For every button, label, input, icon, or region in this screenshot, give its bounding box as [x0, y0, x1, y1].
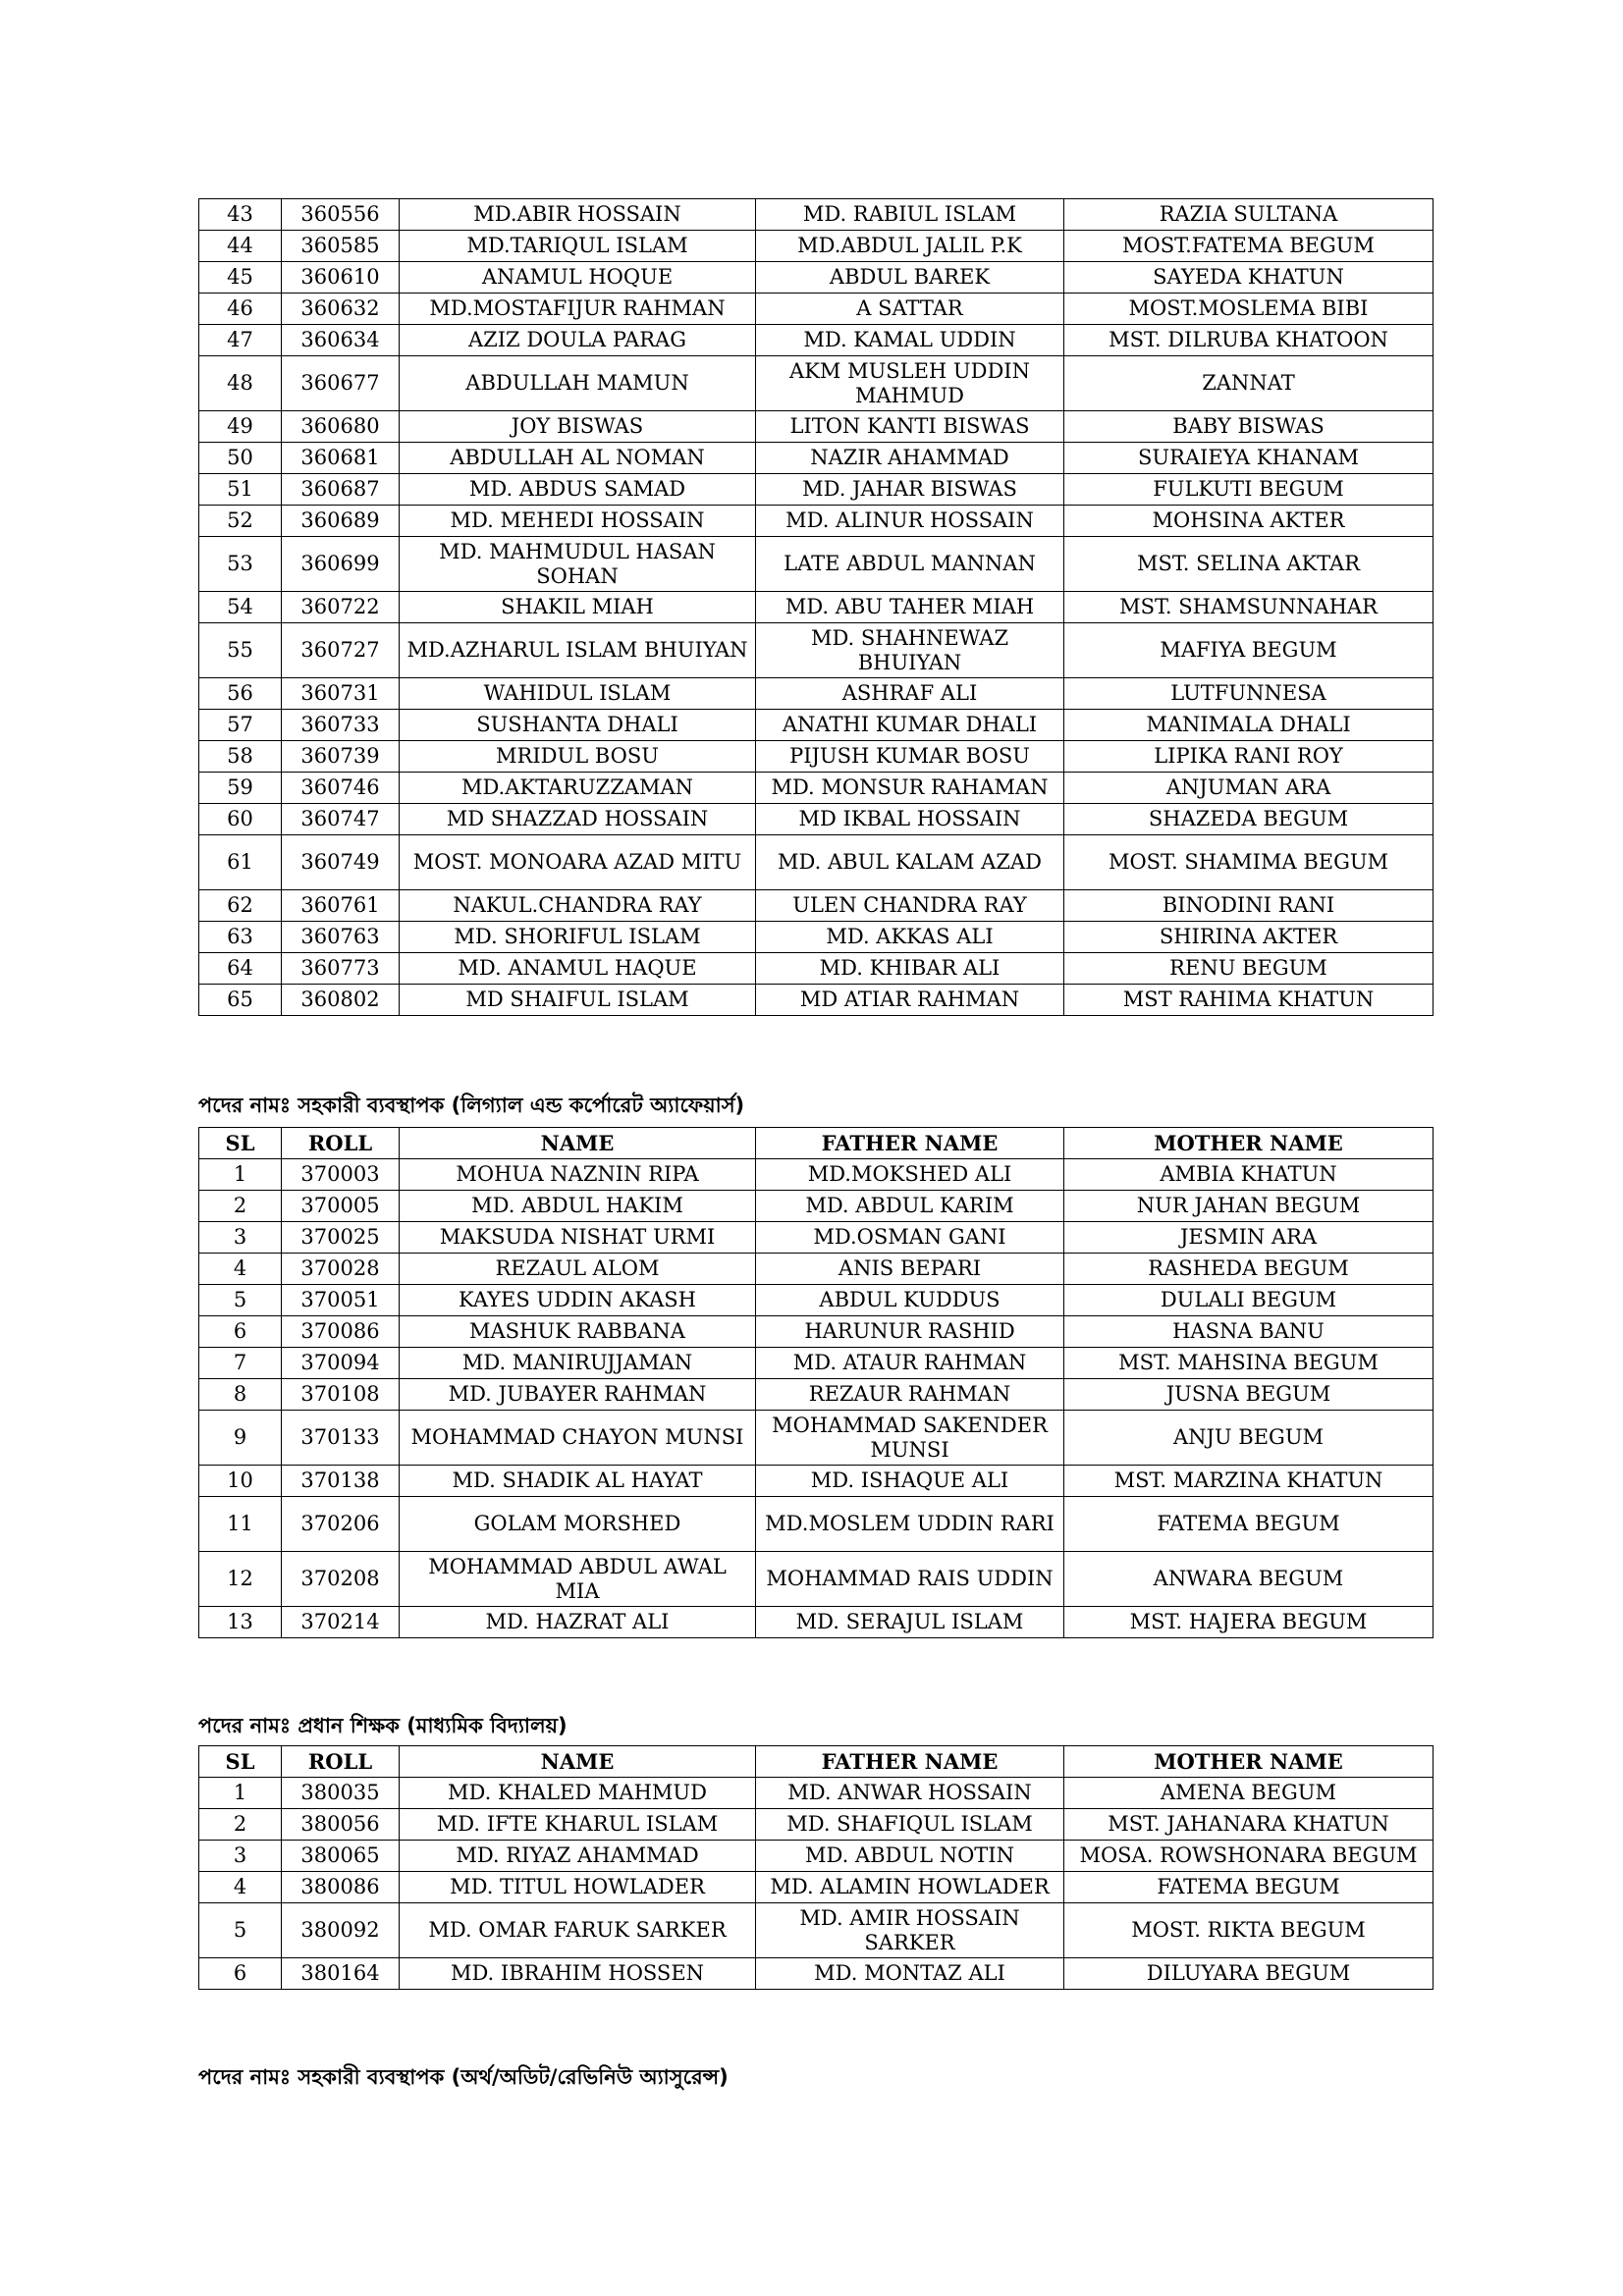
table-row	[199, 804, 1434, 835]
table-row	[199, 710, 1434, 741]
table-row	[199, 678, 1434, 710]
cell-father-name: MD. SERAJUL ISLAM	[756, 1607, 1064, 1638]
cell-name: MD. TITUL HOWLADER	[400, 1872, 756, 1903]
cell-name: WAHIDUL ISLAM	[400, 678, 756, 710]
cell-mother-name: MST. MARZINA KHATUN	[1064, 1466, 1434, 1497]
cell-sl: 55	[199, 623, 282, 678]
cell-mother-name: MST. MAHSINA BEGUM	[1064, 1348, 1434, 1379]
cell-sl: 54	[199, 592, 282, 623]
header-roll: ROLL	[282, 1128, 400, 1159]
cell-mother-name: RENU BEGUM	[1064, 953, 1434, 985]
cell-roll: 360763	[282, 922, 400, 953]
cell-mother-name: BABY BISWAS	[1064, 411, 1434, 443]
table-row	[199, 1466, 1434, 1497]
cell-name: MD. IBRAHIM HOSSEN	[400, 1958, 756, 1990]
cell-name: MD.AKTARUZZAMAN	[400, 773, 756, 804]
cell-mother-name: SHAZEDA BEGUM	[1064, 804, 1434, 835]
cell-mother-name: ZANNAT	[1064, 356, 1434, 411]
cell-sl: 1	[199, 1159, 282, 1191]
cell-name: MD SHAIFUL ISLAM	[400, 985, 756, 1016]
cell-name: MD.AZHARUL ISLAM BHUIYAN	[400, 623, 756, 678]
cell-father-name: MD IKBAL HOSSAIN	[756, 804, 1064, 835]
cell-mother-name: FATEMA BEGUM	[1064, 1872, 1434, 1903]
results-table-3	[198, 1745, 1434, 1990]
cell-sl: 9	[199, 1411, 282, 1466]
cell-sl: 57	[199, 710, 282, 741]
cell-roll: 370003	[282, 1159, 400, 1191]
table-row	[199, 506, 1434, 537]
cell-name: MD. MAHMUDUL HASAN SOHAN	[400, 537, 756, 592]
cell-roll: 360681	[282, 443, 400, 474]
cell-mother-name: MST RAHIMA KHATUN	[1064, 985, 1434, 1016]
cell-sl: 47	[199, 325, 282, 356]
cell-mother-name: MST. JAHANARA KHATUN	[1064, 1809, 1434, 1841]
table-row	[199, 953, 1434, 985]
table-3-container	[198, 1745, 1433, 1990]
cell-father-name: NAZIR AHAMMAD	[756, 443, 1064, 474]
cell-roll: 360722	[282, 592, 400, 623]
cell-roll: 360699	[282, 537, 400, 592]
cell-mother-name: MANIMALA DHALI	[1064, 710, 1434, 741]
cell-roll: 360556	[282, 199, 400, 231]
cell-father-name: LATE ABDUL MANNAN	[756, 537, 1064, 592]
table-row	[199, 325, 1434, 356]
cell-father-name: MD. MONSUR RAHAMAN	[756, 773, 1064, 804]
cell-mother-name: LIPIKA RANI ROY	[1064, 741, 1434, 773]
table-2-body	[199, 1159, 1434, 1638]
cell-name: MD. HAZRAT ALI	[400, 1607, 756, 1638]
header-sl: SL	[199, 1746, 282, 1778]
cell-name: MD SHAZZAD HOSSAIN	[400, 804, 756, 835]
table-row	[199, 1809, 1434, 1841]
cell-name: MASHUK RABBANA	[400, 1316, 756, 1348]
cell-name: MD.TARIQUL ISLAM	[400, 231, 756, 262]
cell-sl: 8	[199, 1379, 282, 1411]
cell-name: JOY BISWAS	[400, 411, 756, 443]
cell-name: MD. JUBAYER RAHMAN	[400, 1379, 756, 1411]
cell-father-name: ULEN CHANDRA RAY	[756, 890, 1064, 922]
cell-father-name: MD. SHAHNEWAZ BHUIYAN	[756, 623, 1064, 678]
cell-sl: 13	[199, 1607, 282, 1638]
cell-roll: 360634	[282, 325, 400, 356]
cell-roll: 360689	[282, 506, 400, 537]
cell-roll: 360585	[282, 231, 400, 262]
table-row	[199, 592, 1434, 623]
cell-roll: 370005	[282, 1191, 400, 1222]
cell-sl: 11	[199, 1497, 282, 1552]
cell-roll: 360680	[282, 411, 400, 443]
cell-name: MD. SHADIK AL HAYAT	[400, 1466, 756, 1497]
cell-name: MD. SHORIFUL ISLAM	[400, 922, 756, 953]
header-roll: ROLL	[282, 1746, 400, 1778]
table-row	[199, 835, 1434, 890]
cell-father-name: MD. MONTAZ ALI	[756, 1958, 1064, 1990]
cell-sl: 56	[199, 678, 282, 710]
table-row	[199, 1348, 1434, 1379]
cell-roll: 360749	[282, 835, 400, 890]
cell-roll: 370094	[282, 1348, 400, 1379]
table-row	[199, 443, 1434, 474]
table-header-row	[199, 1746, 1434, 1778]
cell-roll: 360677	[282, 356, 400, 411]
cell-mother-name: MOST.MOSLEMA BIBI	[1064, 294, 1434, 325]
cell-sl: 45	[199, 262, 282, 294]
cell-roll: 380164	[282, 1958, 400, 1990]
cell-name: MD. RIYAZ AHAMMAD	[400, 1841, 756, 1872]
cell-father-name: MD. KAMAL UDDIN	[756, 325, 1064, 356]
table-row	[199, 1607, 1434, 1638]
cell-name: MOHAMMAD CHAYON MUNSI	[400, 1411, 756, 1466]
cell-father-name: MD. ABDUL KARIM	[756, 1191, 1064, 1222]
cell-name: ANAMUL HOQUE	[400, 262, 756, 294]
cell-sl: 10	[199, 1466, 282, 1497]
table-row	[199, 262, 1434, 294]
cell-father-name: MD ATIAR RAHMAN	[756, 985, 1064, 1016]
table-row	[199, 474, 1434, 506]
table-header-row	[199, 1128, 1434, 1159]
cell-roll: 360727	[282, 623, 400, 678]
cell-mother-name: MOST. SHAMIMA BEGUM	[1064, 835, 1434, 890]
table-row	[199, 985, 1434, 1016]
cell-mother-name: MST. HAJERA BEGUM	[1064, 1607, 1434, 1638]
cell-father-name: HARUNUR RASHID	[756, 1316, 1064, 1348]
table-row	[199, 741, 1434, 773]
table-row	[199, 1778, 1434, 1809]
cell-sl: 60	[199, 804, 282, 835]
cell-name: MOHUA NAZNIN RIPA	[400, 1159, 756, 1191]
results-table-1	[198, 198, 1434, 1016]
cell-father-name: MD. ABU TAHER MIAH	[756, 592, 1064, 623]
table-row	[199, 890, 1434, 922]
cell-mother-name: FATEMA BEGUM	[1064, 1497, 1434, 1552]
cell-sl: 7	[199, 1348, 282, 1379]
cell-roll: 360746	[282, 773, 400, 804]
cell-name: MD.MOSTAFIJUR RAHMAN	[400, 294, 756, 325]
table-row	[199, 1497, 1434, 1552]
cell-mother-name: RASHEDA BEGUM	[1064, 1254, 1434, 1285]
cell-roll: 360733	[282, 710, 400, 741]
table-row	[199, 1159, 1434, 1191]
cell-mother-name: LUTFUNNESA	[1064, 678, 1434, 710]
cell-sl: 63	[199, 922, 282, 953]
cell-sl: 52	[199, 506, 282, 537]
cell-sl: 62	[199, 890, 282, 922]
cell-name: ABDULLAH MAMUN	[400, 356, 756, 411]
cell-sl: 4	[199, 1872, 282, 1903]
section-2-heading: পদের নামঃ সহকারী ব্যবস্থাপক (লিগ্যাল এন্ড কর্পোরেট অ্যাফেয়ার্স)	[198, 1094, 745, 1117]
cell-mother-name: DILUYARA BEGUM	[1064, 1958, 1434, 1990]
cell-sl: 6	[199, 1958, 282, 1990]
table-row	[199, 231, 1434, 262]
cell-father-name: MD. ABUL KALAM AZAD	[756, 835, 1064, 890]
cell-name: AZIZ DOULA PARAG	[400, 325, 756, 356]
results-table-2	[198, 1127, 1434, 1638]
cell-roll: 370108	[282, 1379, 400, 1411]
cell-sl: 5	[199, 1903, 282, 1958]
cell-name: REZAUL ALOM	[400, 1254, 756, 1285]
cell-mother-name: DULALI BEGUM	[1064, 1285, 1434, 1316]
cell-roll: 370208	[282, 1552, 400, 1607]
cell-roll: 360802	[282, 985, 400, 1016]
table-row	[199, 922, 1434, 953]
table-row	[199, 1872, 1434, 1903]
cell-mother-name: ANJU BEGUM	[1064, 1411, 1434, 1466]
cell-roll: 370138	[282, 1466, 400, 1497]
cell-mother-name: ANJUMAN ARA	[1064, 773, 1434, 804]
table-row	[199, 1285, 1434, 1316]
cell-name: MD. ABDUL HAKIM	[400, 1191, 756, 1222]
cell-father-name: MD.ABDUL JALIL P.K	[756, 231, 1064, 262]
header-father-name: FATHER NAME	[756, 1746, 1064, 1778]
cell-sl: 48	[199, 356, 282, 411]
cell-name: GOLAM MORSHED	[400, 1497, 756, 1552]
section-4-heading: পদের নামঃ সহকারী ব্যবস্থাপক (অর্থ/অডিট/রেভিনিউ অ্যাসুরেন্স)	[198, 2065, 729, 2089]
cell-mother-name: AMBIA KHATUN	[1064, 1159, 1434, 1191]
cell-name: MD. OMAR FARUK SARKER	[400, 1903, 756, 1958]
cell-mother-name: HASNA BANU	[1064, 1316, 1434, 1348]
header-mother-name: MOTHER NAME	[1064, 1746, 1434, 1778]
table-row	[199, 1411, 1434, 1466]
cell-roll: 380092	[282, 1903, 400, 1958]
cell-roll: 360632	[282, 294, 400, 325]
cell-roll: 360747	[282, 804, 400, 835]
cell-name: ABDULLAH AL NOMAN	[400, 443, 756, 474]
table-row	[199, 1254, 1434, 1285]
cell-mother-name: SURAIEYA KHANAM	[1064, 443, 1434, 474]
table-row	[199, 1222, 1434, 1254]
table-row	[199, 199, 1434, 231]
cell-mother-name: BINODINI RANI	[1064, 890, 1434, 922]
table-1-body	[199, 199, 1434, 1016]
cell-mother-name: MST. DILRUBA KHATOON	[1064, 325, 1434, 356]
cell-sl: 2	[199, 1191, 282, 1222]
cell-mother-name: AMENA BEGUM	[1064, 1778, 1434, 1809]
cell-roll: 370051	[282, 1285, 400, 1316]
cell-father-name: MD. JAHAR BISWAS	[756, 474, 1064, 506]
cell-father-name: MD.MOSLEM UDDIN RARI	[756, 1497, 1064, 1552]
cell-roll: 370133	[282, 1411, 400, 1466]
cell-mother-name: SAYEDA KHATUN	[1064, 262, 1434, 294]
table-row	[199, 1316, 1434, 1348]
cell-sl: 44	[199, 231, 282, 262]
table-row	[199, 1841, 1434, 1872]
cell-mother-name: ANWARA BEGUM	[1064, 1552, 1434, 1607]
cell-name: MD. MANIRUJJAMAN	[400, 1348, 756, 1379]
cell-father-name: ABDUL KUDDUS	[756, 1285, 1064, 1316]
cell-sl: 5	[199, 1285, 282, 1316]
cell-roll: 370028	[282, 1254, 400, 1285]
cell-sl: 6	[199, 1316, 282, 1348]
cell-father-name: MD. ABDUL NOTIN	[756, 1841, 1064, 1872]
cell-roll: 360739	[282, 741, 400, 773]
cell-father-name: PIJUSH KUMAR BOSU	[756, 741, 1064, 773]
cell-name: MAKSUDA NISHAT URMI	[400, 1222, 756, 1254]
cell-roll: 380086	[282, 1872, 400, 1903]
cell-father-name: MOHAMMAD SAKENDER MUNSI	[756, 1411, 1064, 1466]
cell-father-name: MD. RABIUL ISLAM	[756, 199, 1064, 231]
cell-mother-name: JUSNA BEGUM	[1064, 1379, 1434, 1411]
table-row	[199, 773, 1434, 804]
cell-name: MD. ANAMUL HAQUE	[400, 953, 756, 985]
cell-name: KAYES UDDIN AKASH	[400, 1285, 756, 1316]
cell-father-name: MOHAMMAD RAIS UDDIN	[756, 1552, 1064, 1607]
table-row	[199, 537, 1434, 592]
cell-father-name: MD.MOKSHED ALI	[756, 1159, 1064, 1191]
cell-roll: 370214	[282, 1607, 400, 1638]
cell-sl: 4	[199, 1254, 282, 1285]
header-name: NAME	[400, 1128, 756, 1159]
cell-name: SUSHANTA DHALI	[400, 710, 756, 741]
table-row	[199, 1958, 1434, 1990]
cell-roll: 360761	[282, 890, 400, 922]
cell-father-name: REZAUR RAHMAN	[756, 1379, 1064, 1411]
header-father-name: FATHER NAME	[756, 1128, 1064, 1159]
cell-father-name: MD. ANWAR HOSSAIN	[756, 1778, 1064, 1809]
cell-name: MOST. MONOARA AZAD MITU	[400, 835, 756, 890]
table-row	[199, 623, 1434, 678]
cell-father-name: MD. ALINUR HOSSAIN	[756, 506, 1064, 537]
table-row	[199, 356, 1434, 411]
cell-roll: 380035	[282, 1778, 400, 1809]
cell-roll: 370025	[282, 1222, 400, 1254]
cell-roll: 360773	[282, 953, 400, 985]
cell-father-name: ANIS BEPARI	[756, 1254, 1064, 1285]
cell-father-name: MD. ALAMIN HOWLADER	[756, 1872, 1064, 1903]
table-row	[199, 1191, 1434, 1222]
cell-sl: 65	[199, 985, 282, 1016]
cell-father-name: MD. SHAFIQUL ISLAM	[756, 1809, 1064, 1841]
cell-mother-name: SHIRINA AKTER	[1064, 922, 1434, 953]
cell-sl: 43	[199, 199, 282, 231]
cell-mother-name: MOHSINA AKTER	[1064, 506, 1434, 537]
cell-mother-name: MAFIYA BEGUM	[1064, 623, 1434, 678]
cell-name: MD.ABIR HOSSAIN	[400, 199, 756, 231]
cell-name: MOHAMMAD ABDUL AWAL MIA	[400, 1552, 756, 1607]
cell-sl: 2	[199, 1809, 282, 1841]
cell-father-name: MD. ATAUR RAHMAN	[756, 1348, 1064, 1379]
cell-father-name: ASHRAF ALI	[756, 678, 1064, 710]
cell-father-name: MD. ISHAQUE ALI	[756, 1466, 1064, 1497]
cell-sl: 50	[199, 443, 282, 474]
cell-name: NAKUL.CHANDRA RAY	[400, 890, 756, 922]
cell-sl: 1	[199, 1778, 282, 1809]
cell-father-name: A SATTAR	[756, 294, 1064, 325]
section-3-heading: পদের নামঃ প্রধান শিক্ষক (মাধ্যমিক বিদ্যালয়)	[198, 1714, 568, 1737]
cell-mother-name: NUR JAHAN BEGUM	[1064, 1191, 1434, 1222]
cell-sl: 51	[199, 474, 282, 506]
cell-sl: 53	[199, 537, 282, 592]
cell-father-name: MD. AKKAS ALI	[756, 922, 1064, 953]
cell-father-name: MD.OSMAN GANI	[756, 1222, 1064, 1254]
cell-sl: 64	[199, 953, 282, 985]
header-mother-name: MOTHER NAME	[1064, 1128, 1434, 1159]
cell-mother-name: MOST. RIKTA BEGUM	[1064, 1903, 1434, 1958]
table-row	[199, 411, 1434, 443]
table-row	[199, 294, 1434, 325]
cell-name: MD. MEHEDI HOSSAIN	[400, 506, 756, 537]
cell-father-name: LITON KANTI BISWAS	[756, 411, 1064, 443]
cell-sl: 46	[199, 294, 282, 325]
header-sl: SL	[199, 1128, 282, 1159]
cell-mother-name: MOST.FATEMA BEGUM	[1064, 231, 1434, 262]
cell-mother-name: JESMIN ARA	[1064, 1222, 1434, 1254]
cell-roll: 360610	[282, 262, 400, 294]
cell-sl: 59	[199, 773, 282, 804]
table-1-container	[198, 198, 1433, 1016]
table-row	[199, 1903, 1434, 1958]
cell-mother-name: MST. SHAMSUNNAHAR	[1064, 592, 1434, 623]
cell-roll: 370206	[282, 1497, 400, 1552]
cell-roll: 370086	[282, 1316, 400, 1348]
table-3-body	[199, 1778, 1434, 1990]
cell-roll: 380065	[282, 1841, 400, 1872]
cell-sl: 12	[199, 1552, 282, 1607]
cell-name: MRIDUL BOSU	[400, 741, 756, 773]
cell-father-name: MD. AMIR HOSSAIN SARKER	[756, 1903, 1064, 1958]
cell-sl: 49	[199, 411, 282, 443]
cell-sl: 3	[199, 1841, 282, 1872]
table-row	[199, 1379, 1434, 1411]
cell-roll: 360731	[282, 678, 400, 710]
cell-roll: 360687	[282, 474, 400, 506]
cell-sl: 58	[199, 741, 282, 773]
cell-mother-name: MST. SELINA AKTAR	[1064, 537, 1434, 592]
cell-name: MD. ABDUS SAMAD	[400, 474, 756, 506]
cell-sl: 61	[199, 835, 282, 890]
cell-father-name: AKM MUSLEH UDDIN MAHMUD	[756, 356, 1064, 411]
cell-mother-name: FULKUTI BEGUM	[1064, 474, 1434, 506]
header-name: NAME	[400, 1746, 756, 1778]
table-2-container	[198, 1127, 1433, 1638]
cell-mother-name: RAZIA SULTANA	[1064, 199, 1434, 231]
cell-father-name: MD. KHIBAR ALI	[756, 953, 1064, 985]
cell-father-name: ANATHI KUMAR DHALI	[756, 710, 1064, 741]
cell-name: MD. IFTE KHARUL ISLAM	[400, 1809, 756, 1841]
cell-sl: 3	[199, 1222, 282, 1254]
cell-mother-name: MOSA. ROWSHONARA BEGUM	[1064, 1841, 1434, 1872]
table-row	[199, 1552, 1434, 1607]
cell-father-name: ABDUL BAREK	[756, 262, 1064, 294]
cell-name: SHAKIL MIAH	[400, 592, 756, 623]
cell-roll: 380056	[282, 1809, 400, 1841]
cell-name: MD. KHALED MAHMUD	[400, 1778, 756, 1809]
